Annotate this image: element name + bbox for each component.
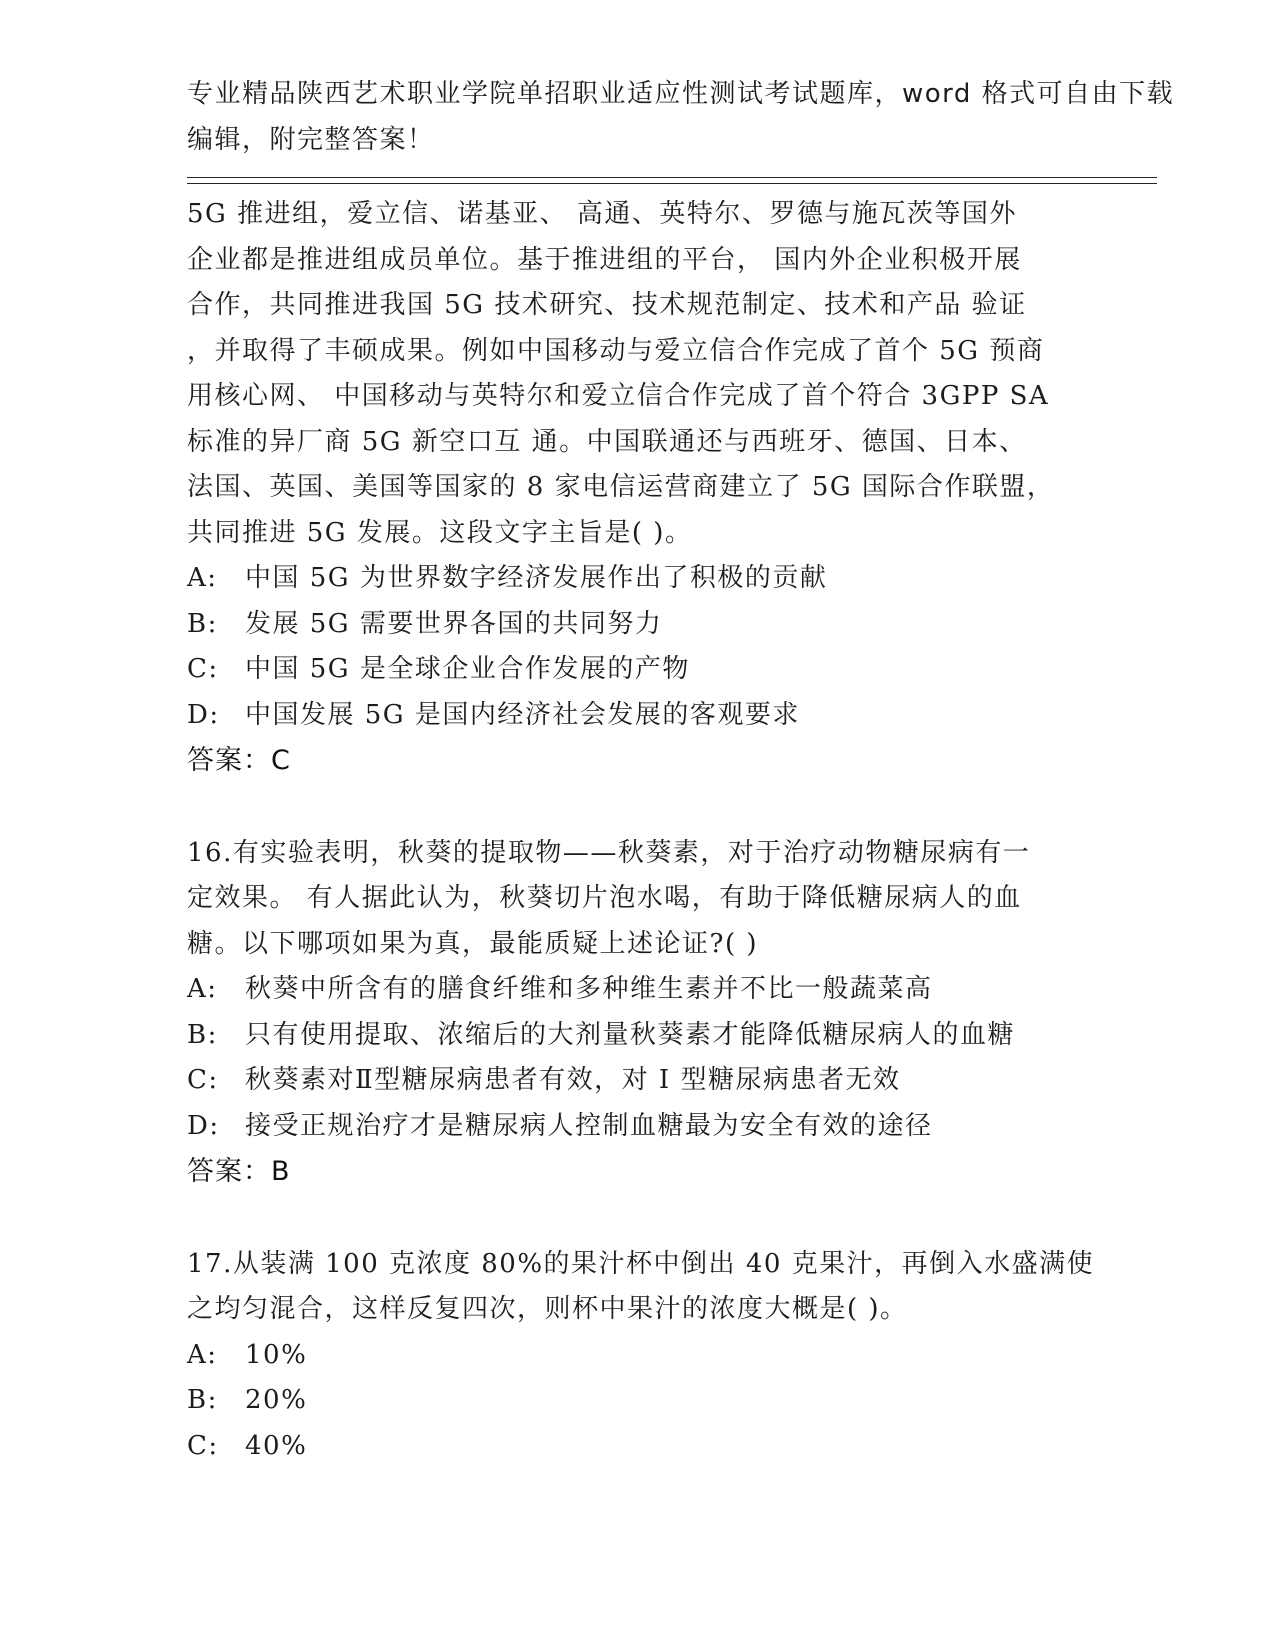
option-text: 接受正规治疗才是糖尿病人控制血糖最为安全有效的途径 bbox=[245, 1110, 933, 1141]
question-15-option-b bbox=[187, 602, 1087, 648]
question-15-text-line-3: 合作，共同推进我国 5G 技术研究、技术规范制定、技术和产品 验证 bbox=[187, 290, 1027, 320]
option-text: 发展 5G 需要世界各国的共同努力 bbox=[245, 608, 663, 639]
question-16 bbox=[187, 831, 1087, 1195]
option-text: 秋葵中所含有的膳食纤维和多种维生素并不比一般蔬菜高 bbox=[245, 974, 933, 1004]
question-15-text-line-5: 用核心网、 中国移动与英特尔和爱立信合作完成了首个符合 3GPP SA bbox=[187, 381, 1050, 411]
option-key: B: bbox=[187, 1385, 218, 1415]
document-header bbox=[187, 72, 1175, 163]
question-17-text-line-1: 17.从装满 100 克浓度 80%的果汁杯中倒出 40 克果汁，再倒入水盛满使 bbox=[187, 1248, 1095, 1279]
question-15 bbox=[187, 192, 1087, 784]
option-key: B: bbox=[187, 608, 218, 639]
question-15-text-line-4: ，并取得了丰硕成果。例如中国移动与爱立信合作完成了首个 5G 预商 bbox=[187, 335, 1045, 366]
question-15-option-d bbox=[187, 693, 1087, 739]
question-16-option-c bbox=[187, 1058, 1087, 1104]
option-text: 中国 5G 是全球企业合作发展的产物 bbox=[245, 654, 690, 684]
header-line-2: 编辑，附完整答案！ bbox=[187, 124, 435, 155]
question-16-answer: 答案：B bbox=[187, 1156, 291, 1187]
question-17 bbox=[187, 1242, 1095, 1470]
question-15-text-line-2: 企业都是推进组成员单位。基于推进组的平台， 国内外企业积极开展 bbox=[187, 244, 1022, 275]
header-rule-bottom bbox=[187, 183, 1157, 184]
question-15-text-line-1: 5G 推进组，爱立信、诺基亚、 高通、英特尔、罗德与施瓦茨等国外 bbox=[187, 199, 1017, 229]
option-text: 10% bbox=[245, 1339, 308, 1370]
question-16-text-line-1: 16.有实验表明，秋葵的提取物——秋葵素，对于治疗动物糖尿病有一 bbox=[187, 837, 1031, 868]
option-key: C: bbox=[187, 1065, 219, 1095]
option-key: D: bbox=[187, 699, 220, 730]
header-line-1: 专业精品陕西艺术职业学院单招职业适应性测试考试题库，word 格式可自由下载 bbox=[187, 79, 1175, 109]
question-15-answer: 答案：C bbox=[187, 745, 291, 776]
question-16-text-line-2: 定效果。 有人据此认为，秋葵切片泡水喝，有助于降低糖尿病人的血 bbox=[187, 883, 1022, 913]
option-text: 中国发展 5G 是国内经济社会发展的客观要求 bbox=[245, 699, 800, 730]
option-key: C: bbox=[187, 654, 219, 684]
question-17-option-a bbox=[187, 1333, 1087, 1379]
question-15-text-line-8: 共同推进 5G 发展。这段文字主旨是( )。 bbox=[187, 517, 693, 548]
question-15-text-line-6: 标准的异厂商 5G 新空口互 通。中国联通还与西班牙、德国、日本、 bbox=[187, 426, 1027, 457]
option-key: C: bbox=[187, 1430, 219, 1461]
question-17-option-c bbox=[187, 1424, 1087, 1470]
document-body bbox=[187, 192, 1095, 1469]
option-text: 40% bbox=[245, 1430, 308, 1461]
question-17-text-line-2: 之均匀混合，这样反复四次，则杯中果汁的浓度大概是( )。 bbox=[187, 1294, 908, 1324]
question-16-option-a bbox=[187, 967, 1087, 1013]
question-17-option-b bbox=[187, 1378, 1087, 1424]
option-text: 只有使用提取、浓缩后的大剂量秋葵素才能降低糖尿病人的血糖 bbox=[245, 1019, 1016, 1050]
question-16-text-line-3: 糖。以下哪项如果为真，最能质疑上述论证?( ) bbox=[187, 928, 758, 959]
spacer bbox=[187, 1195, 1087, 1242]
option-key: A: bbox=[187, 974, 218, 1004]
question-15-text-line-7: 法国、英国、美国等国家的 8 家电信运营商建立了 5G 国际合作联盟， bbox=[187, 472, 1055, 502]
option-text: 秋葵素对Ⅱ型糖尿病患者有效，对 I 型糖尿病患者无效 bbox=[245, 1065, 901, 1095]
header-rule-top bbox=[187, 177, 1157, 178]
question-15-option-a bbox=[187, 556, 1087, 602]
option-key: A: bbox=[187, 563, 218, 593]
question-16-option-d bbox=[187, 1104, 1087, 1150]
question-16-option-b bbox=[187, 1013, 1087, 1059]
spacer bbox=[187, 784, 1087, 831]
option-key: D: bbox=[187, 1110, 220, 1141]
option-key: B: bbox=[187, 1019, 218, 1050]
option-key: A: bbox=[187, 1339, 218, 1370]
option-text: 中国 5G 为世界数字经济发展作出了积极的贡献 bbox=[245, 563, 828, 593]
option-text: 20% bbox=[245, 1385, 308, 1415]
question-15-option-c bbox=[187, 647, 1087, 693]
